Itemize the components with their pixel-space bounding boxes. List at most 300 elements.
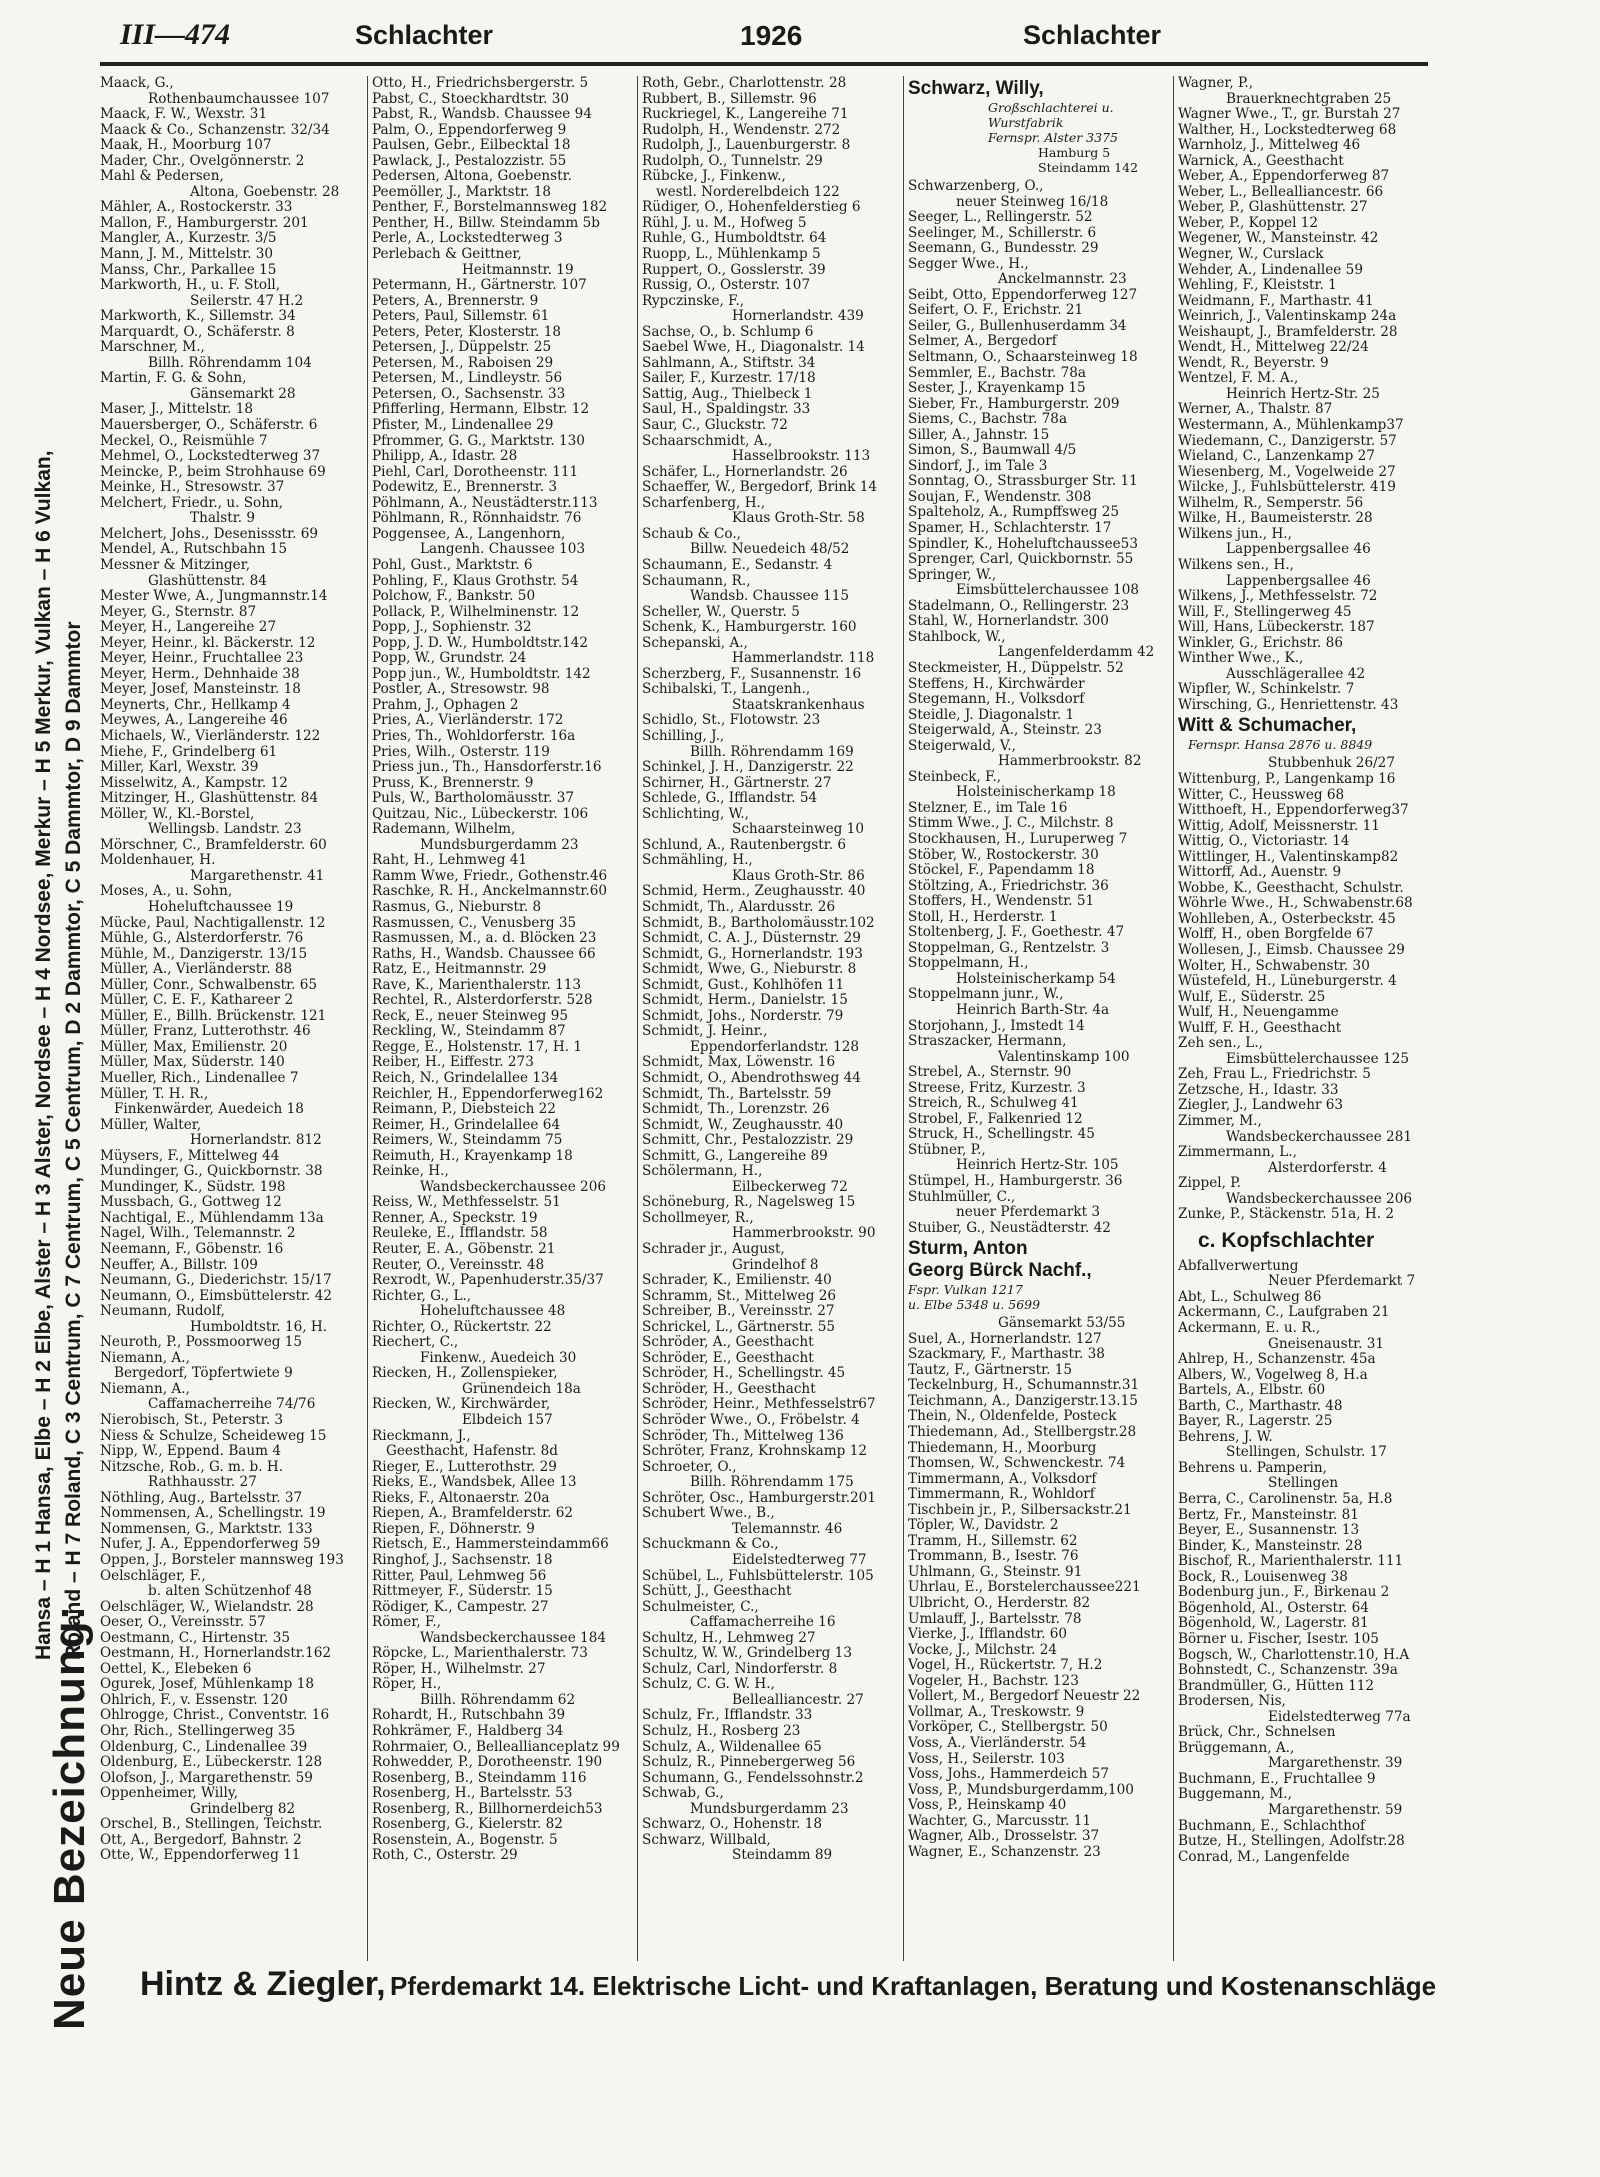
directory-entry: Marschner, M., bbox=[100, 339, 205, 356]
entry-continuation: neuer Pferdemarkt 3 bbox=[956, 1204, 1101, 1221]
directory-entry: Schmidt, B., Bartholomäusstr.102 bbox=[642, 914, 875, 931]
directory-entry: Schidlo, St., Flotowstr. 23 bbox=[642, 712, 821, 729]
directory-entry: Wittlinger, H., Valentinskamp82 bbox=[1178, 848, 1399, 865]
directory-entry: Schroeter, O., bbox=[642, 1458, 737, 1475]
directory-entry: Vocke, J., Milchstr. 24 bbox=[908, 1641, 1058, 1658]
directory-entry: Müller, A., Vierländerstr. 88 bbox=[100, 961, 293, 978]
page-number: III—474 bbox=[120, 18, 231, 51]
entry-continuation: Hoheluftchaussee 19 bbox=[148, 898, 294, 915]
directory-entry: Steigerwald, A., Steinstr. 23 bbox=[908, 722, 1102, 739]
directory-entry: Bögenhold, Al., Osterstr. 64 bbox=[1178, 1599, 1369, 1616]
directory-entry: Weinrich, J., Valentinskamp 24a bbox=[1178, 308, 1397, 325]
directory-entry: Ritter, Paul, Lehmweg 56 bbox=[372, 1567, 547, 1584]
directory-entry: Pfrommer, G. G., Marktstr. 130 bbox=[372, 432, 585, 449]
directory-entry: Oldenburg, E., Lübeckerstr. 128 bbox=[100, 1754, 323, 1771]
directory-entry: Soujan, F., Wendenstr. 308 bbox=[908, 488, 1092, 505]
directory-entry: Warnholz, J., Mittelweg 46 bbox=[1178, 137, 1361, 154]
directory-entry: Pöhlmann, R., Rönnhaidstr. 76 bbox=[372, 510, 582, 527]
directory-entry: Schinkel, J. H., Danzigerstr. 22 bbox=[642, 759, 854, 776]
directory-entry: Schreiber, B., Vereinsstr. 27 bbox=[642, 1303, 835, 1320]
directory-entry: Schmitt, G., Langereihe 89 bbox=[642, 1147, 828, 1164]
entry-continuation: Alsterdorferstr. 4 bbox=[1268, 1159, 1387, 1176]
directory-entry: Rudolph, H., Wendenstr. 272 bbox=[642, 121, 841, 138]
directory-entry: Wegner, W., Curslack bbox=[1178, 246, 1324, 263]
directory-entry: Niemann, A., bbox=[100, 1349, 190, 1366]
directory-entry: Müller, C. E. F., Kathareer 2 bbox=[100, 992, 294, 1009]
directory-entry: Schütt, J., Geesthacht bbox=[642, 1583, 792, 1600]
directory-entry: Scherzberg, F., Susannenstr. 16 bbox=[642, 665, 862, 682]
directory-entry: Struck, H., Schellingstr. 45 bbox=[908, 1126, 1095, 1143]
directory-entry: Ratz, E., Heitmannstr. 29 bbox=[372, 961, 547, 978]
directory-entry: Warnick, A., Geesthacht bbox=[1178, 152, 1344, 169]
directory-entry: Behrens u. Pamperin, bbox=[1178, 1459, 1327, 1476]
directory-entry: Penther, H., Billw. Steindamm 5b bbox=[372, 214, 600, 231]
directory-entry: Töpler, W., Davidstr. 2 bbox=[908, 1517, 1059, 1534]
directory-entry: Sailer, F., Kurzestr. 17/18 bbox=[642, 370, 816, 387]
directory-entry: Schirner, H., Gärtnerstr. 27 bbox=[642, 774, 832, 791]
directory-entry: Wilhelm, R., Semperstr. 56 bbox=[1178, 494, 1364, 511]
entry-continuation: Billw. Neuedeich 48/52 bbox=[690, 541, 850, 558]
directory-entry: Steffens, H., Kirchwärder bbox=[908, 675, 1085, 692]
directory-entry: Meyer, H., Langereihe 27 bbox=[100, 619, 277, 636]
entry-continuation: Bellealliancestr. 27 bbox=[732, 1691, 864, 1708]
directory-entry: Riechert, C., bbox=[372, 1334, 459, 1351]
directory-entry: Meincke, P., beim Strohhause 69 bbox=[100, 463, 326, 480]
directory-entry: Schulz, Fr., Ifflandstr. 33 bbox=[642, 1707, 813, 1724]
directory-entry: Wilkens sen., H., bbox=[1178, 556, 1294, 573]
directory-entry: Spamer, H., Schlachterstr. 17 bbox=[908, 520, 1112, 537]
directory-entry: Rave, K., Marienthalerstr. 113 bbox=[372, 976, 582, 993]
directory-entry: Thomsen, W., Schwenckestr. 74 bbox=[908, 1455, 1126, 1472]
directory-entry: Mücke, Paul, Nachtigallenstr. 12 bbox=[100, 914, 326, 931]
directory-entry: Meyer, Herm., Dehnhaide 38 bbox=[100, 665, 300, 682]
sidebar-title: Neue Bezeichnung: bbox=[45, 1604, 94, 2030]
directory-entry: Bögenhold, W., Lagerstr. 81 bbox=[1178, 1615, 1369, 1632]
directory-entry: Rosenberg, G., Kielerstr. 82 bbox=[372, 1816, 563, 1833]
directory-entry: Zunke, P., Stäckenstr. 51a, H. 2 bbox=[1178, 1206, 1395, 1223]
directory-entry: Stoltenberg, J. F., Goethestr. 47 bbox=[908, 924, 1125, 941]
directory-entry: Sahlmann, A., Stiftstr. 34 bbox=[642, 354, 816, 371]
directory-entry: Seelinger, M., Schillerstr. 6 bbox=[908, 224, 1097, 241]
directory-entry: Tramm, H., Sillemstr. 62 bbox=[908, 1532, 1078, 1549]
directory-entry: Schlichting, W., bbox=[642, 805, 749, 822]
directory-entry: Wieland, C., Lanzenkamp 27 bbox=[1178, 448, 1375, 465]
directory-entry: Neemann, F., Göbenstr. 16 bbox=[100, 1241, 284, 1258]
entry-continuation: Gneisenaustr. 31 bbox=[1268, 1335, 1385, 1352]
column-divider bbox=[1173, 76, 1174, 1961]
directory-entry: Buchmann, E., Fruchtallee 9 bbox=[1178, 1770, 1376, 1787]
directory-entry: Ahlrep, H., Schanzenstr. 45a bbox=[1178, 1351, 1376, 1368]
directory-entry: Rasmussen, M., a. d. Blöcken 23 bbox=[372, 930, 597, 947]
directory-entry: Scharfenberg, H., bbox=[642, 494, 766, 511]
directory-entry: Szackmary, F., Marthastr. 38 bbox=[908, 1346, 1105, 1363]
directory-entry: Mauersberger, O., Schäferstr. 6 bbox=[100, 417, 318, 434]
entry-continuation: Brauerknechtgraben 25 bbox=[1226, 90, 1392, 107]
directory-entry: Renner, A., Speckstr. 19 bbox=[372, 1209, 538, 1226]
directory-entry: Markworth, H., u. F. Stoll, bbox=[100, 277, 281, 294]
directory-entry: Nitzsche, Rob., G. m. b. H. bbox=[100, 1458, 284, 1475]
directory-entry: Schuckmann & Co., bbox=[642, 1536, 779, 1553]
directory-entry: Meyer, Heinr., kl. Bäckerstr. 12 bbox=[100, 634, 316, 651]
sidebar-line-1: Hansa – H 1 Hansa, Elbe – H 2 Elbe, Alster – H 3 Alster, Nordsee – H 4 Nordsee, Merkur – H 5 Merkur, Vulkan – H 6 Vulkan, bbox=[32, 450, 55, 1660]
directory-entry: Paulsen, Gebr., Eilbecktal 18 bbox=[372, 137, 571, 154]
entry-continuation: Steindamm 89 bbox=[732, 1847, 833, 1864]
directory-entry: Podewitz, E., Brennerstr. 3 bbox=[372, 479, 557, 496]
header-left-title: Schlachter bbox=[355, 20, 494, 50]
sidebar-notice bbox=[30, 60, 96, 2030]
directory-entry: Reimuth, H., Krayenkamp 18 bbox=[372, 1147, 573, 1164]
directory-entry: Rasmussen, C., Venusberg 35 bbox=[372, 914, 577, 931]
directory-entry: Wolter, H., Schwabenstr. 30 bbox=[1178, 957, 1370, 974]
directory-entry: Schlund, A., Rautenbergstr. 6 bbox=[642, 836, 847, 853]
directory-entry: Vorköper, C., Stellbergstr. 50 bbox=[908, 1719, 1108, 1736]
directory-entry: Penther, F., Borstelmannsweg 182 bbox=[372, 199, 608, 216]
directory-entry: Semmler, E., Bachstr. 78a bbox=[908, 364, 1087, 381]
directory-entry: Weber, L., Bellealliancestr. 66 bbox=[1178, 183, 1384, 200]
directory-entry: Weber, P., Glashüttenstr. 27 bbox=[1178, 199, 1368, 216]
directory-entry: Wohlleben, A., Osterbeckstr. 45 bbox=[1178, 910, 1396, 927]
directory-entry: Mester Wwe, A., Jungmannstr.14 bbox=[100, 588, 328, 605]
directory-entry: Rosenberg, B., Steindamm 116 bbox=[372, 1769, 587, 1786]
directory-entry: Rosenberg, R., Billhornerdeich53 bbox=[372, 1800, 603, 1817]
directory-entry: Müller, Walter, bbox=[100, 1116, 202, 1133]
directory-entry: Zeh, Frau L., Friedrichstr. 5 bbox=[1178, 1066, 1371, 1083]
directory-entry: Meckel, O., Reismühle 7 bbox=[100, 432, 268, 449]
directory-entry: Brüggemann, A., bbox=[1178, 1739, 1295, 1756]
directory-entry: Richter, G., L., bbox=[372, 1287, 472, 1304]
directory-entry: Stümpel, H., Hamburgerstr. 36 bbox=[908, 1173, 1123, 1189]
directory-entry: Otte, W., Eppendorferweg 11 bbox=[100, 1847, 301, 1864]
directory-entry: Nagel, Wilh., Telemannstr. 2 bbox=[100, 1225, 296, 1242]
directory-entry: Popp, J. D. W., Humboldtstr.142 bbox=[372, 634, 589, 651]
directory-entry: Schmidt, Th., Lorenzstr. 26 bbox=[642, 1101, 830, 1118]
directory-entry: Schlede, G., Ifflandstr. 54 bbox=[642, 790, 818, 807]
directory-entry: Buggemann, M., bbox=[1178, 1786, 1292, 1803]
entry-continuation: Lappenbergsallee 46 bbox=[1226, 572, 1371, 589]
directory-entry: Ruppert, O., Gosslerstr. 39 bbox=[642, 261, 826, 278]
directory-entry: Bartels, A., Elbstr. 60 bbox=[1178, 1382, 1326, 1399]
directory-entry: Messner & Mitzinger, bbox=[100, 556, 251, 573]
directory-entry: Popp, W., Grundstr. 24 bbox=[372, 650, 527, 667]
directory-entry: Schmidt, C. A. J., Düsternstr. 29 bbox=[642, 930, 861, 947]
entry-continuation: Holsteinischerkamp 18 bbox=[956, 784, 1116, 801]
directory-entry: Schröder, E., Geesthacht bbox=[642, 1349, 814, 1366]
directory-entry: Stöltzing, A., Friedrichstr. 36 bbox=[908, 877, 1109, 894]
directory-entry: Neuffer, A., Billstr. 109 bbox=[100, 1256, 258, 1273]
entry-continuation: Klaus Groth-Str. 86 bbox=[732, 867, 865, 884]
sidebar-line-2: Roland – H 7 Roland, C 3 Centrum, C 7 Centrum, C 5 Centrum, D 2 Dammtor, C 5 Dammtor, D 9 Dammtor bbox=[62, 621, 85, 1660]
directory-entry: Selmer, A., Bergedorf bbox=[908, 333, 1057, 350]
advertisement-sturm bbox=[908, 1238, 1170, 1312]
directory-entry: Weishaupt, J., Bramfelderstr. 28 bbox=[1178, 323, 1398, 340]
directory-entry: Schmidt, Gust., Kohlhöfen 11 bbox=[642, 976, 845, 993]
directory-entry: Prahm, J., Ophagen 2 bbox=[372, 696, 519, 713]
directory-entry: Röper, H., Wilhelmstr. 27 bbox=[372, 1660, 546, 1677]
directory-entry: Werner, A., Thalstr. 87 bbox=[1178, 401, 1333, 418]
directory-entry: Timmermann, A., Volksdorf bbox=[908, 1470, 1097, 1487]
directory-entry: Schöneburg, R., Nagelsweg 15 bbox=[642, 1194, 856, 1211]
directory-entry: Witthoeft, H., Eppendorferweg37 bbox=[1178, 802, 1409, 819]
directory-entry: Berra, C., Carolinenstr. 5a, H.8 bbox=[1178, 1491, 1393, 1508]
directory-entry: Bodenburg jun., F., Birkenau 2 bbox=[1178, 1584, 1390, 1601]
directory-entry: Schäfer, L., Hornerlandstr. 26 bbox=[642, 463, 848, 480]
directory-entry: Springer, W., bbox=[908, 566, 997, 583]
directory-entry: Uhrlau, E., Borstelerchaussee221 bbox=[908, 1579, 1141, 1596]
directory-entry: Ohlrogge, Christ., Conventstr. 16 bbox=[100, 1707, 330, 1724]
directory-entry: Oppenheimer, Willy, bbox=[100, 1785, 239, 1802]
directory-entry: Stahlbock, W., bbox=[908, 628, 1006, 645]
entry-continuation: Wandsbeckerchaussee 206 bbox=[1226, 1190, 1413, 1207]
entry-continuation: Staatskrankenhaus bbox=[732, 696, 865, 713]
directory-entry: Wilkens, J., Methfesselstr. 72 bbox=[1178, 588, 1378, 605]
entry-continuation: Grindelberg 82 bbox=[190, 1800, 296, 1817]
directory-entry: Mehmel, O., Lockstedterweg 37 bbox=[100, 448, 321, 465]
directory-entry: Mähler, A., Rostockerstr. 33 bbox=[100, 199, 293, 216]
directory-entry: Seltmann, O., Schaarsteinweg 18 bbox=[908, 349, 1138, 366]
directory-entry: Wollesen, J., Eimsb. Chaussee 29 bbox=[1178, 941, 1405, 958]
entry-continuation: Lappenbergsallee 46 bbox=[1226, 541, 1371, 558]
directory-entry: Straszacker, Hermann, bbox=[908, 1033, 1067, 1050]
ad-company-name: Sturm, Anton bbox=[908, 1238, 1028, 1260]
directory-entry: Mader, Chr., Ovelgönnerstr. 2 bbox=[100, 152, 305, 169]
directory-entry: Vogeler, H., Bachstr. 123 bbox=[908, 1672, 1079, 1689]
entry-continuation: Valentinskamp 100 bbox=[998, 1048, 1130, 1065]
directory-entry: Schmidt, Herm., Danielstr. 15 bbox=[642, 992, 848, 1009]
directory-entry: Barth, C., Marthastr. 48 bbox=[1178, 1397, 1343, 1414]
directory-entry: Roth, Gebr., Charlottenstr. 28 bbox=[642, 76, 847, 91]
directory-entry: Sieber, Fr., Hamburgerstr. 209 bbox=[908, 395, 1120, 412]
directory-entry: Thiedemann, Ad., Stellbergstr.28 bbox=[908, 1424, 1137, 1441]
directory-entry: Bayer, R., Lagerstr. 25 bbox=[1178, 1413, 1333, 1430]
directory-entry: Stuiber, G., Neustädterstr. 42 bbox=[908, 1219, 1111, 1236]
entry-continuation: Langenh. Chaussee 103 bbox=[420, 541, 586, 558]
entry-continuation: neuer Steinweg 16/18 bbox=[956, 193, 1109, 210]
directory-entry: Riepen, A., Bramfelderstr. 62 bbox=[372, 1505, 574, 1522]
column-3 bbox=[642, 76, 904, 1961]
directory-entry: Maack & Co., Schanzenstr. 32/34 bbox=[100, 121, 330, 138]
directory-entry: Mussbach, G., Gottweg 12 bbox=[100, 1194, 282, 1211]
directory-entry: Reiss, W., Methfesselstr. 51 bbox=[372, 1194, 561, 1211]
directory-entry: Rieks, F., Altonaerstr. 20a bbox=[372, 1489, 550, 1506]
directory-entry: Pries, Th., Wohldorferstr. 16a bbox=[372, 727, 576, 744]
directory-entry: Misselwitz, A., Kampstr. 12 bbox=[100, 774, 288, 791]
directory-entry: Meyer, G., Sternstr. 87 bbox=[100, 603, 257, 620]
entry-continuation: Stubbenhuk 26/27 bbox=[1268, 755, 1395, 772]
directory-entry: Quitzau, Nic., Lübeckerstr. 106 bbox=[372, 805, 589, 822]
directory-entry: Wehling, F., Kleiststr. 1 bbox=[1178, 277, 1337, 294]
directory-entry: Neumann, Rudolf, bbox=[100, 1303, 225, 1320]
directory-entry: Schmid, Herm., Zeughausstr. 40 bbox=[642, 883, 866, 900]
directory-entry: Thiedemann, H., Moorburg bbox=[908, 1439, 1097, 1456]
directory-entry: Peemöller, J., Marktstr. 18 bbox=[372, 183, 552, 200]
directory-entry: Steckmeister, H., Düppelstr. 52 bbox=[908, 659, 1124, 676]
directory-entry: Wittig, Adolf, Meissnerstr. 11 bbox=[1178, 817, 1380, 834]
directory-entry: Reckling, W., Steindamm 87 bbox=[372, 1023, 566, 1040]
directory-entry: Richter, O., Rückertstr. 22 bbox=[372, 1318, 552, 1335]
directory-entry: Voss, A., Vierländerstr. 54 bbox=[908, 1734, 1087, 1751]
directory-entry: Oelschläger, F., bbox=[100, 1567, 206, 1584]
directory-entry: Wirsching, G., Henriettenstr. 43 bbox=[1178, 696, 1399, 713]
directory-entry: Winkler, G., Erichstr. 86 bbox=[1178, 634, 1343, 651]
entry-continuation: Heinrich Barth-Str. 4a bbox=[956, 1001, 1110, 1018]
ad-detail: Wurstfabrik bbox=[988, 115, 1064, 130]
directory-entry: Wachter, G., Marcusstr. 11 bbox=[908, 1812, 1092, 1829]
directory-entry: Mendel, A., Rutschbahn 15 bbox=[100, 541, 287, 558]
directory-entry: Wulf, H., Neuengamme bbox=[1178, 1004, 1339, 1021]
entry-continuation: Wellingsb. Landstr. 23 bbox=[148, 821, 302, 838]
entry-continuation: Heitmannstr. 19 bbox=[462, 261, 574, 278]
directory-entry: Rohardt, H., Rutschbahn 39 bbox=[372, 1707, 566, 1724]
directory-entry: Nachtigal, E., Mühlendamm 13a bbox=[100, 1209, 324, 1226]
directory-entry: Müller, E., Billh. Brückenstr. 121 bbox=[100, 1007, 327, 1024]
directory-entry: Thein, N., Oldenfelde, Posteck bbox=[908, 1408, 1117, 1425]
directory-entry: Mangler, A., Kurzestr. 3/5 bbox=[100, 230, 277, 247]
page-header bbox=[120, 12, 1430, 62]
directory-entry: Schulz, C. G. W. H., bbox=[642, 1676, 775, 1693]
directory-entry: Rubbert, B., Sillemstr. 96 bbox=[642, 90, 817, 107]
directory-entry: Schröder, Th., Mittelweg 136 bbox=[642, 1427, 844, 1444]
directory-entry: Niemann, A., bbox=[100, 1380, 190, 1397]
directory-entry: Reimann, P., Diebsteich 22 bbox=[372, 1101, 556, 1118]
directory-entry: Rexrodt, W., Papenhuderstr.35/37 bbox=[372, 1272, 604, 1289]
directory-entry: Sattig, Aug., Thielbeck 1 bbox=[642, 385, 813, 402]
directory-entry: Müller, Franz, Lutterothstr. 46 bbox=[100, 1023, 311, 1040]
directory-entry: Stuhlmüller, C., bbox=[908, 1188, 1016, 1205]
directory-entry: Bischof, R., Marienthalerstr. 111 bbox=[1178, 1553, 1404, 1570]
directory-entry: Schulz, R., Pinnebergerweg 56 bbox=[642, 1754, 856, 1771]
directory-entry: Rypczinske, F., bbox=[642, 292, 745, 309]
entry-continuation: Grindelhof 8 bbox=[732, 1256, 819, 1273]
directory-entry: Schröter, Franz, Krohnskamp 12 bbox=[642, 1443, 867, 1460]
directory-entry: Siems, C., Bachstr. 78a bbox=[908, 411, 1068, 428]
directory-entry: Mahl & Pedersen, bbox=[100, 168, 224, 185]
directory-entry: Vierke, J., Ifflandstr. 60 bbox=[908, 1626, 1068, 1643]
entry-continuation: Hammerbrookstr. 90 bbox=[732, 1225, 876, 1242]
entry-continuation: Eidelstedterweg 77 bbox=[732, 1551, 867, 1568]
directory-entry: Reimers, W., Steindamm 75 bbox=[372, 1132, 563, 1149]
directory-entry: Seemann, G., Bundesstr. 29 bbox=[908, 240, 1099, 257]
entry-continuation: Mundsburgerdamm 23 bbox=[420, 836, 579, 853]
directory-entry: Zeh sen., L., bbox=[1178, 1035, 1263, 1052]
directory-entry: Nöthling, Aug., Bartelsstr. 37 bbox=[100, 1489, 303, 1506]
directory-entry: Rudolph, O., Tunnelstr. 29 bbox=[642, 152, 823, 169]
advertisement-schwarz bbox=[908, 78, 1170, 175]
entry-continuation: Eilbeckerweg 72 bbox=[732, 1178, 848, 1195]
directory-entry: Polchow, F., Bankstr. 50 bbox=[372, 588, 536, 605]
directory-entry: Stoppelmann junr., W., bbox=[908, 986, 1064, 1003]
directory-entry: Riepen, F., Döhnerstr. 9 bbox=[372, 1520, 535, 1537]
directory-entry: Schaumann, R., bbox=[642, 572, 751, 589]
directory-entry: Albers, W., Vogelweg 8, H.a bbox=[1178, 1366, 1368, 1383]
entry-continuation: Hornerlandstr. 812 bbox=[190, 1132, 322, 1149]
directory-entry: Rasmus, G., Nieburstr. 8 bbox=[372, 898, 542, 915]
footer-text: Pferdemarkt 14. Elektrische Licht- und Kraftanlagen, Beratung und Kostenanschläge bbox=[390, 1971, 1437, 2001]
directory-entry: Rübcke, J., Finkenw., bbox=[642, 168, 786, 185]
directory-entry: Pawlack, J., Pestalozzistr. 55 bbox=[372, 152, 567, 169]
directory-entry: Timmermann, R., Wohldorf bbox=[908, 1486, 1095, 1503]
directory-entry: Behrens, J. W. bbox=[1178, 1428, 1273, 1445]
entry-continuation: Margarethenstr. 39 bbox=[1268, 1755, 1403, 1772]
directory-entry: Wehder, A., Lindenallee 59 bbox=[1178, 261, 1363, 278]
directory-entry: Saul, H., Spaldingstr. 33 bbox=[642, 401, 811, 418]
directory-entry: Petersen, O., Sachsenstr. 33 bbox=[372, 385, 566, 402]
directory-entry: Vollmar, A., Treskowstr. 9 bbox=[908, 1703, 1085, 1720]
footer-advertisement bbox=[140, 1965, 1437, 2017]
directory-entry: Buchmann, E., Schlachthof bbox=[1178, 1817, 1366, 1834]
directory-entry: Voss, Johs., Hammerdeich 57 bbox=[908, 1766, 1110, 1783]
directory-entry: Voss, H., Seilerstr. 103 bbox=[908, 1750, 1065, 1767]
directory-entry: Scheller, W., Querstr. 5 bbox=[642, 603, 800, 620]
directory-entry: Will, F., Stellingerweg 45 bbox=[1178, 603, 1352, 620]
directory-entry: Bogsch, W., Charlottenstr.10, H.A bbox=[1178, 1646, 1410, 1663]
directory-entry: Pabst, R., Wandsb. Chaussee 94 bbox=[372, 106, 592, 123]
entry-continuation: Elbdeich 157 bbox=[462, 1412, 553, 1429]
entry-continuation: Eimsbüttelerchaussee 108 bbox=[956, 582, 1139, 599]
ad-detail: Hamburg 5 bbox=[1038, 145, 1111, 160]
directory-entry: Petersen, M., Raboisen 29 bbox=[372, 354, 554, 371]
directory-entry: Wilke, H., Baumeisterstr. 28 bbox=[1178, 510, 1373, 527]
directory-entry: Wagner, E., Schanzenstr. 23 bbox=[908, 1843, 1101, 1860]
directory-entry: Möller, W., Kl.-Borstel, bbox=[100, 805, 255, 822]
directory-entry: Spindler, K., Hoheluftchaussee53 bbox=[908, 535, 1138, 552]
directory-entry: Nufer, J. A., Eppendorferweg 59 bbox=[100, 1536, 321, 1553]
directory-entry: Stimm Wwe., J. C., Milchstr. 8 bbox=[908, 815, 1114, 832]
directory-entry: Zimmermann, L., bbox=[1178, 1144, 1297, 1161]
directory-entry: Schulz, Carl, Nindorferstr. 8 bbox=[642, 1660, 838, 1677]
directory-entry: Schröder, A., Geesthacht bbox=[642, 1334, 814, 1351]
directory-entry: Teichmann, A., Danzigerstr.13.15 bbox=[908, 1392, 1138, 1409]
directory-entry: Ohr, Rich., Stellingerweg 35 bbox=[100, 1722, 296, 1739]
directory-entry: Streich, R., Schulweg 41 bbox=[908, 1095, 1079, 1112]
directory-entry: Rohkrämer, F., Haldberg 34 bbox=[372, 1722, 564, 1739]
header-year: 1926 bbox=[740, 20, 803, 51]
directory-entry: Schmidt, W., Zeughausstr. 40 bbox=[642, 1116, 844, 1133]
directory-entry: Ackermann, E. u. R., bbox=[1178, 1320, 1321, 1337]
entry-continuation: Finkenw., Auedeich 30 bbox=[420, 1349, 577, 1366]
directory-entry: Ringhof, J., Sachsenstr. 18 bbox=[372, 1551, 553, 1568]
directory-entry: Rosenstein, A., Bogenstr. 5 bbox=[372, 1831, 558, 1848]
entry-continuation: Gänsemarkt 28 bbox=[190, 385, 296, 402]
directory-entry: Müysers, F., Mittelweg 44 bbox=[100, 1147, 280, 1164]
entry-continuation: Hornerlandstr. 439 bbox=[732, 308, 864, 325]
directory-entry: Seibt, Otto, Eppendorferweg 127 bbox=[908, 286, 1138, 303]
directory-entry: Wüstefeld, H., Lüneburgerstr. 4 bbox=[1178, 973, 1397, 990]
directory-entry: Ziegler, J., Landwehr 63 bbox=[1178, 1097, 1344, 1114]
entry-continuation: Stellingen bbox=[1268, 1475, 1339, 1492]
directory-entry: Wittig, O., Victoriastr. 14 bbox=[1178, 833, 1350, 850]
directory-entry: Mallon, F., Hamburgerstr. 201 bbox=[100, 214, 309, 231]
directory-entry: Wulff, F. H., Geesthacht bbox=[1178, 1019, 1342, 1036]
entry-continuation: Neuer Pferdemarkt 7 bbox=[1268, 1273, 1416, 1290]
entry-continuation: Caffamacherreihe 16 bbox=[690, 1614, 836, 1631]
directory-entry: Schwarz, O., Hohenstr. 18 bbox=[642, 1816, 823, 1833]
directory-entry: Martin, F. G. & Sohn, bbox=[100, 370, 247, 387]
directory-entry: Schmähling, H., bbox=[642, 852, 753, 869]
entry-continuation: b. alten Schützenhof 48 bbox=[148, 1583, 312, 1600]
directory-entry: Umlauff, J., Bartelsstr. 78 bbox=[908, 1610, 1082, 1627]
entry-continuation: Bergedorf, Töpfertwiete 9 bbox=[114, 1365, 293, 1382]
directory-entry: Bertz, Fr., Mansteinstr. 81 bbox=[1178, 1506, 1359, 1523]
directory-entry: Mann, J. M., Mittelstr. 30 bbox=[100, 246, 274, 263]
directory-entry: Simon, S., Baumwall 4/5 bbox=[908, 442, 1077, 459]
directory-entry: Schrickel, L., Gärtnerstr. 55 bbox=[642, 1318, 836, 1335]
entry-continuation: Wandsbeckerchaussee 184 bbox=[420, 1629, 607, 1646]
ad-company-name: Witt & Schumacher, bbox=[1178, 715, 1357, 737]
directory-entry: Suel, A., Hornerlandstr. 127 bbox=[908, 1330, 1102, 1347]
directory-entry: Wittenburg, P., Langenkamp 16 bbox=[1178, 770, 1396, 787]
directory-entry: Uhlmann, G., Steinstr. 91 bbox=[908, 1563, 1083, 1580]
directory-entry: Piehl, Carl, Dorotheenstr. 111 bbox=[372, 463, 579, 480]
